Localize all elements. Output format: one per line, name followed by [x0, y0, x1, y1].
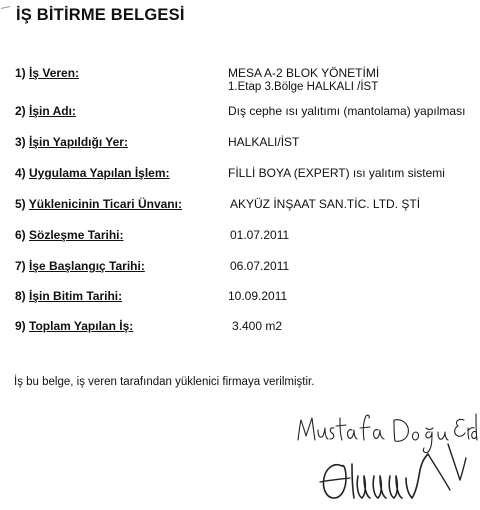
scan-mark — [1, 6, 10, 9]
field-label-text: İşin Yapıldığı Yer: — [29, 135, 128, 149]
field-number: 9) — [15, 319, 26, 333]
field-label-text: Sözleşme Tarihi: — [29, 228, 124, 242]
field-value-employer — [228, 66, 379, 94]
field-label-text: Toplam Yapılan İş: — [29, 319, 134, 333]
footer-statement: İş bu belge, iş veren tarafından yüklenici firmaya verilmiştir. — [14, 376, 315, 388]
field-number: 1) — [15, 66, 26, 80]
field-number: 3) — [15, 135, 26, 149]
field-label-contract-date — [15, 228, 124, 242]
field-label-text: İşe Başlangıç Tarihi: — [29, 259, 145, 273]
field-label-total-work — [15, 319, 133, 333]
field-value-contract-date: 01.07.2011 — [230, 228, 290, 242]
field-label-location — [15, 135, 128, 149]
field-label-text: İş Veren: — [29, 66, 80, 80]
field-label-text: Uygulama Yapılan İşlem: — [29, 166, 170, 180]
field-label-text: İşin Adı: — [29, 104, 76, 118]
field-value-total-work: 3.400 m2 — [232, 319, 283, 333]
field-label-end-date — [15, 289, 122, 303]
field-label-contractor — [15, 197, 182, 211]
field-value-line2: 1.Etap 3.Bölge HALKALI /İST — [228, 81, 379, 93]
field-label-start-date — [15, 259, 145, 273]
field-value-start-date: 06.07.2011 — [230, 259, 290, 273]
field-value-end-date: 10.09.2011 — [228, 289, 288, 303]
field-value-line1: MESA A-2 BLOK YÖNETİMİ — [228, 66, 380, 80]
field-value-job-name: Dış cephe ısı yalıtımı (mantolama) yapılması — [228, 104, 466, 118]
field-number: 4) — [15, 166, 26, 180]
field-label-process — [15, 166, 170, 180]
field-number: 8) — [15, 289, 26, 303]
field-label-text: Yüklenicinin Ticari Ünvanı: — [28, 197, 182, 211]
field-value-process: FİLLİ BOYA (EXPERT) ısı yalıtım sistemi — [228, 166, 445, 180]
handwritten-signature — [290, 406, 480, 510]
field-number: 6) — [15, 228, 26, 242]
field-value-contractor: AKYÜZ İNŞAAT SAN.TİC. LTD. ŞTİ — [230, 197, 421, 211]
field-label-text: İşin Bitim Tarihi: — [29, 289, 123, 303]
field-label-employer — [15, 66, 79, 80]
field-number: 7) — [15, 259, 26, 273]
field-label-job-name — [15, 104, 76, 118]
field-number: 5) — [15, 197, 26, 211]
field-value-location: HALKALI/İST — [228, 135, 300, 149]
document-title: İŞ BİTİRME BELGESİ — [16, 6, 185, 24]
field-number: 2) — [15, 104, 26, 118]
